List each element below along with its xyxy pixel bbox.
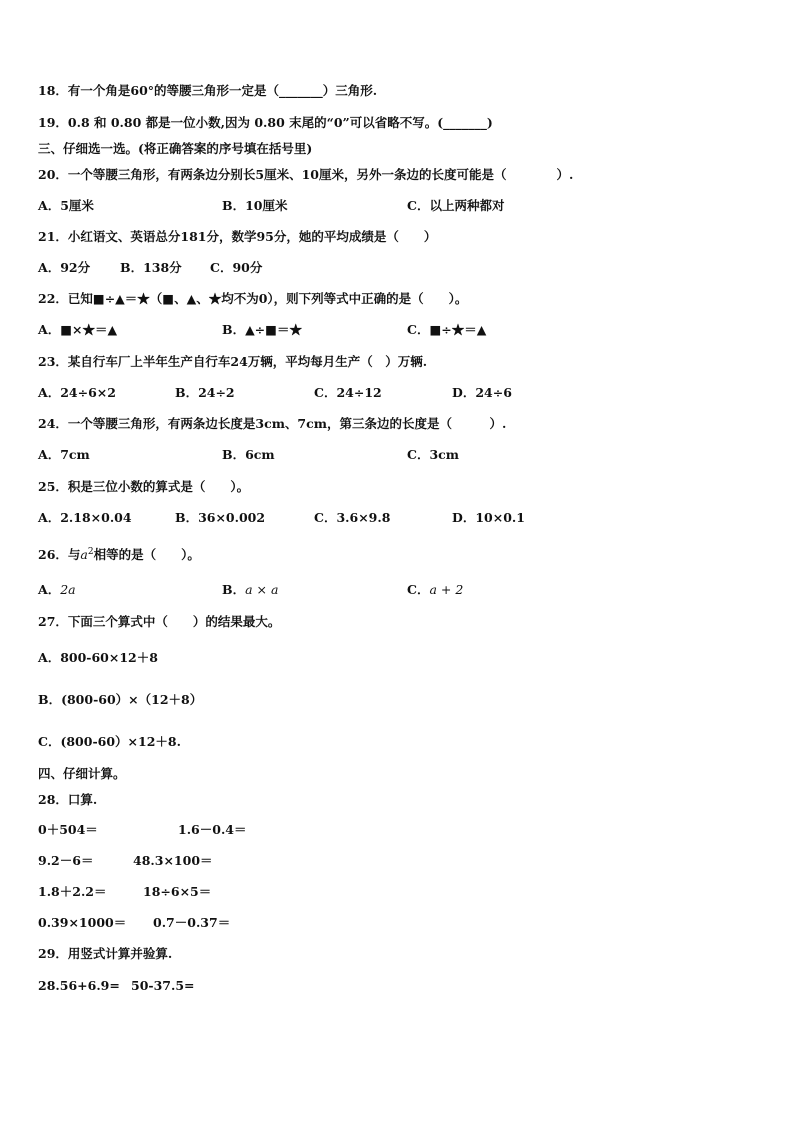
question-19: 19．0.8 和 0.80 都是一位小数,因为 0.80 末尾的“0”可以省略不写。(_______) xyxy=(38,115,493,130)
option-math: 2a xyxy=(60,582,76,597)
question-27-stem: 27．下面三个算式中（ ）的结果最大。 xyxy=(38,614,281,629)
vertical-calc-item: 50-37.5= xyxy=(131,978,195,993)
question-20-stem: 20．一个等腰三角形，有两条边分别长5厘米、10厘米，另外一条边的长度可能是（ ）. xyxy=(38,167,574,182)
question-21-stem: 21．小红语文、英语总分181分，数学95分，她的平均成绩是（ ） xyxy=(38,229,437,244)
question-25-option-d: D．10×0.1 xyxy=(452,510,525,525)
question-23-stem: 23．某自行车厂上半年生产自行车24万辆，平均每月生产（ ）万辆. xyxy=(38,354,428,369)
question-27-option-b: B．(800-60）×（12＋8） xyxy=(38,692,203,707)
oral-calc-item: 9.2－6＝ xyxy=(38,853,94,868)
question-23-option-d: D．24÷6 xyxy=(452,385,512,400)
option-math: a × a xyxy=(245,582,279,597)
question-26-stem-prefix: 26．与 xyxy=(38,547,81,563)
oral-calc-item: 18÷6×5＝ xyxy=(143,884,212,899)
section-4-heading: 四、仔细计算。 xyxy=(38,766,126,781)
question-29-stem: 29．用竖式计算并验算. xyxy=(38,946,173,961)
question-23-option-a: A．24÷6×2 xyxy=(38,385,116,400)
question-20-option-c: C．以上两种都对 xyxy=(407,198,505,213)
question-21-option-b: B．138分 xyxy=(120,260,182,275)
oral-calc-item: 48.3×100＝ xyxy=(133,853,213,868)
option-label: C． xyxy=(407,582,430,597)
question-22-option-c: C．■÷★＝▲ xyxy=(407,322,487,337)
question-24-option-c: C．3cm xyxy=(407,447,459,462)
question-21-option-a: A．92分 xyxy=(38,260,91,275)
question-20-option-b: B．10厘米 xyxy=(222,198,288,213)
question-26-option-a xyxy=(38,582,76,598)
oral-calc-item: 0.7－0.37＝ xyxy=(153,915,231,930)
question-25-stem: 25．积是三位小数的算式是（ ）。 xyxy=(38,479,250,494)
option-label: B． xyxy=(222,582,246,597)
option-label: A． xyxy=(38,582,61,597)
question-23-option-b: B．24÷2 xyxy=(175,385,235,400)
question-26-exponent: 2 xyxy=(87,547,94,557)
question-23-option-c: C．24÷12 xyxy=(314,385,382,400)
question-24-option-a: A．7cm xyxy=(38,447,90,462)
oral-calc-item: 0.39×1000＝ xyxy=(38,915,127,930)
question-22-option-a: A．■×★＝▲ xyxy=(38,322,118,337)
vertical-calc-item: 28.56+6.9= xyxy=(38,978,120,993)
question-26-option-c xyxy=(407,582,463,598)
question-25-option-a: A．2.18×0.04 xyxy=(38,510,132,525)
question-26-stem-suffix: 相等的是（ ）。 xyxy=(93,547,200,563)
question-22-option-b: B．▲÷■＝★ xyxy=(222,322,302,337)
oral-calc-item: 0＋504＝ xyxy=(38,822,98,837)
question-24-stem: 24．一个等腰三角形，有两条边长度是3cm、7cm，第三条边的长度是（ ）. xyxy=(38,416,507,431)
question-25-option-b: B．36×0.002 xyxy=(175,510,266,525)
question-22-stem: 22．已知■÷▲＝★（■、▲、★均不为0），则下列等式中正确的是（ ）。 xyxy=(38,291,468,306)
option-math: a + 2 xyxy=(429,582,464,597)
question-26-option-b xyxy=(222,582,278,598)
question-21-option-c: C．90分 xyxy=(210,260,263,275)
question-25-option-c: C．3.6×9.8 xyxy=(314,510,391,525)
question-24-option-b: B．6cm xyxy=(222,447,275,462)
question-27-option-c: C．(800-60）×12＋8. xyxy=(38,734,181,749)
question-20-option-a: A．5厘米 xyxy=(38,198,94,213)
question-26-variable: a xyxy=(80,547,88,563)
question-18: 18．有一个角是60°的等腰三角形一定是（_______）三角形. xyxy=(38,83,378,98)
section-3-heading: 三、仔细选一选。(将正确答案的序号填在括号里) xyxy=(38,141,313,156)
question-27-option-a: A．800-60×12＋8 xyxy=(38,650,158,665)
oral-calc-item: 1.8＋2.2＝ xyxy=(38,884,107,899)
question-28-stem: 28．口算. xyxy=(38,792,98,807)
question-26-stem xyxy=(38,544,200,563)
oral-calc-item: 1.6－0.4＝ xyxy=(178,822,247,837)
